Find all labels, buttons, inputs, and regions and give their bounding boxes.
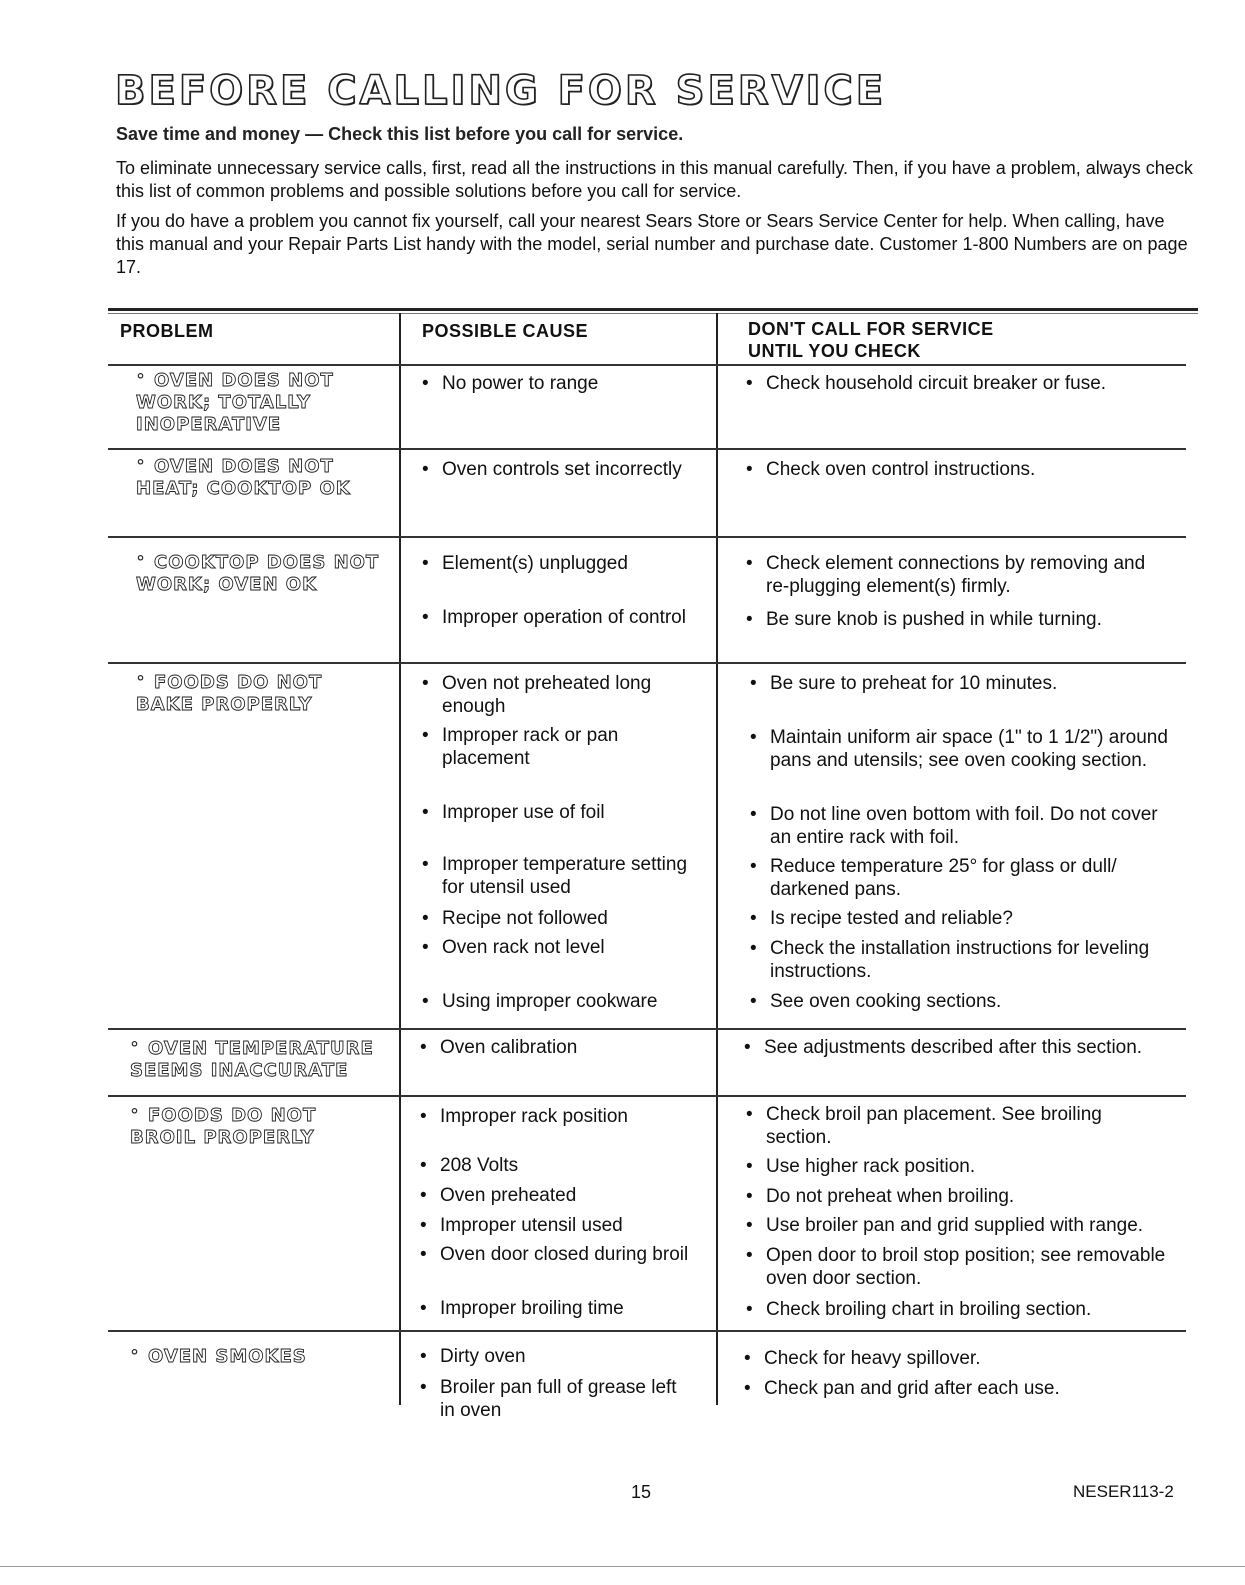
cause-item: • Broiler pan full of grease left in oven (420, 1377, 677, 1421)
row-separator (108, 1095, 1186, 1097)
page-subtitle: Save time and money — Check this list before you call for service. (116, 124, 684, 144)
row-separator (108, 536, 1186, 538)
check-item: • Check oven control instructions. (746, 459, 1036, 480)
check-item: • Reduce temperature 25° for glass or dull/ darkened pans. (750, 856, 1117, 900)
document-code: NESER113-2 (1073, 1482, 1174, 1501)
check-item: • Be sure to preheat for 10 minutes. (750, 673, 1058, 694)
cause-item: • Improper broiling time (420, 1298, 624, 1319)
table-top-rule (108, 308, 1198, 311)
cause-item: • Element(s) unplugged (422, 553, 628, 574)
check-item: • Open door to broil stop position; see removable oven door section. (746, 1245, 1166, 1289)
header-dont-call (748, 318, 994, 362)
check-item: • Do not preheat when broiling. (746, 1186, 1015, 1207)
check-item: • Check broil pan placement. See broiling section. (746, 1104, 1102, 1148)
cause-item: • Oven calibration (420, 1037, 578, 1058)
header-dont-call-line1: DON'T CALL FOR SERVICE (748, 319, 994, 339)
cause-item: • Improper temperature setting for utensil used (422, 854, 688, 898)
cause-item: • Oven door closed during broil (420, 1244, 689, 1265)
check-item: • Use higher rack position. (746, 1156, 976, 1177)
cause-item: • Recipe not followed (422, 908, 608, 929)
cause-item: • Improper rack or pan placement (422, 725, 619, 769)
check-item: • Do not line oven bottom with foil. Do not cover an entire rack with foil. (750, 804, 1158, 848)
cause-item: • No power to range (422, 373, 599, 394)
page-title: BEFORE CALLING FOR SERVICE (115, 68, 887, 114)
check-item: • Check household circuit breaker or fuse. (746, 373, 1107, 394)
cause-item: • Improper use of foil (422, 802, 605, 823)
problem-cell: ° OVEN DOES NOT WORK; TOTALLY INOPERATIVE (136, 370, 334, 435)
cause-item: • 208 Volts (420, 1155, 519, 1176)
problem-cell: ° FOODS DO NOT BAKE PROPERLY (136, 672, 323, 715)
cause-item: • Improper rack position (420, 1106, 628, 1127)
check-item: • Use broiler pan and grid supplied with range. (746, 1215, 1144, 1236)
row-separator (108, 448, 1186, 450)
header-problem: PROBLEM (120, 321, 214, 341)
cause-item: • Using improper cookware (422, 991, 658, 1012)
check-item: • Check element connections by removing and re-plugging element(s) firmly. (746, 553, 1146, 597)
cause-item: • Oven controls set incorrectly (422, 459, 682, 480)
cause-item: • Dirty oven (420, 1346, 526, 1367)
table-top-rule-thin (108, 313, 1198, 314)
intro-paragraph-1: To eliminate unnecessary service calls, first, read all the instructions in this manual carefully. Then, if you have a problem, always check this list of common problems and possible solutions before you call for service. (116, 158, 1193, 201)
row-separator (108, 1028, 1186, 1030)
column-divider-2 (716, 313, 718, 1405)
check-item: • See adjustments described after this section. (744, 1037, 1143, 1058)
check-item: • Be sure knob is pushed in while turning. (746, 609, 1102, 630)
problem-cell: ° OVEN SMOKES (130, 1346, 307, 1367)
check-item: • See oven cooking sections. (750, 991, 1002, 1012)
check-item: • Check for heavy spillover. (744, 1348, 981, 1369)
cause-item: • Oven not preheated long enough (422, 673, 652, 717)
cause-item: • Improper utensil used (420, 1215, 623, 1236)
header-bottom-rule (108, 364, 1186, 366)
problem-cell: ° FOODS DO NOT BROIL PROPERLY (130, 1105, 317, 1148)
check-item: • Check the installation instructions for leveling instructions. (750, 938, 1150, 982)
intro-paragraph-2: If you do have a problem you cannot fix yourself, call your nearest Sears Store or Sears Service Center for help. When calling, have this manual and your Repair Parts List handy with the model, serial number and purchase date. Customer 1-800 Numbers are on page 17. (116, 211, 1188, 277)
check-item: • Maintain uniform air space (1" to 1 1/2") around pans and utensils; see oven cooking section. (750, 727, 1168, 771)
row-separator (108, 662, 1186, 664)
page-number: 15 (631, 1482, 652, 1502)
check-item: • Is recipe tested and reliable? (750, 908, 1013, 929)
problem-cell: ° OVEN DOES NOT HEAT; COOKTOP OK (136, 456, 351, 499)
header-possible-cause: POSSIBLE CAUSE (422, 321, 589, 341)
page-bottom-rule (0, 1566, 1245, 1567)
check-item: • Check broiling chart in broiling section. (746, 1299, 1092, 1320)
cause-item: • Oven preheated (420, 1185, 577, 1206)
problem-cell: ° COOKTOP DOES NOT WORK; OVEN OK (136, 552, 380, 595)
cause-item: • Oven rack not level (422, 937, 605, 958)
column-divider-1 (399, 313, 401, 1405)
row-separator (108, 1330, 1186, 1332)
check-item: • Check pan and grid after each use. (744, 1378, 1060, 1399)
header-dont-call-line2: UNTIL YOU CHECK (748, 341, 921, 361)
cause-item: • Improper operation of control (422, 607, 686, 628)
problem-cell: ° OVEN TEMPERATURE SEEMS INACCURATE (130, 1038, 374, 1081)
